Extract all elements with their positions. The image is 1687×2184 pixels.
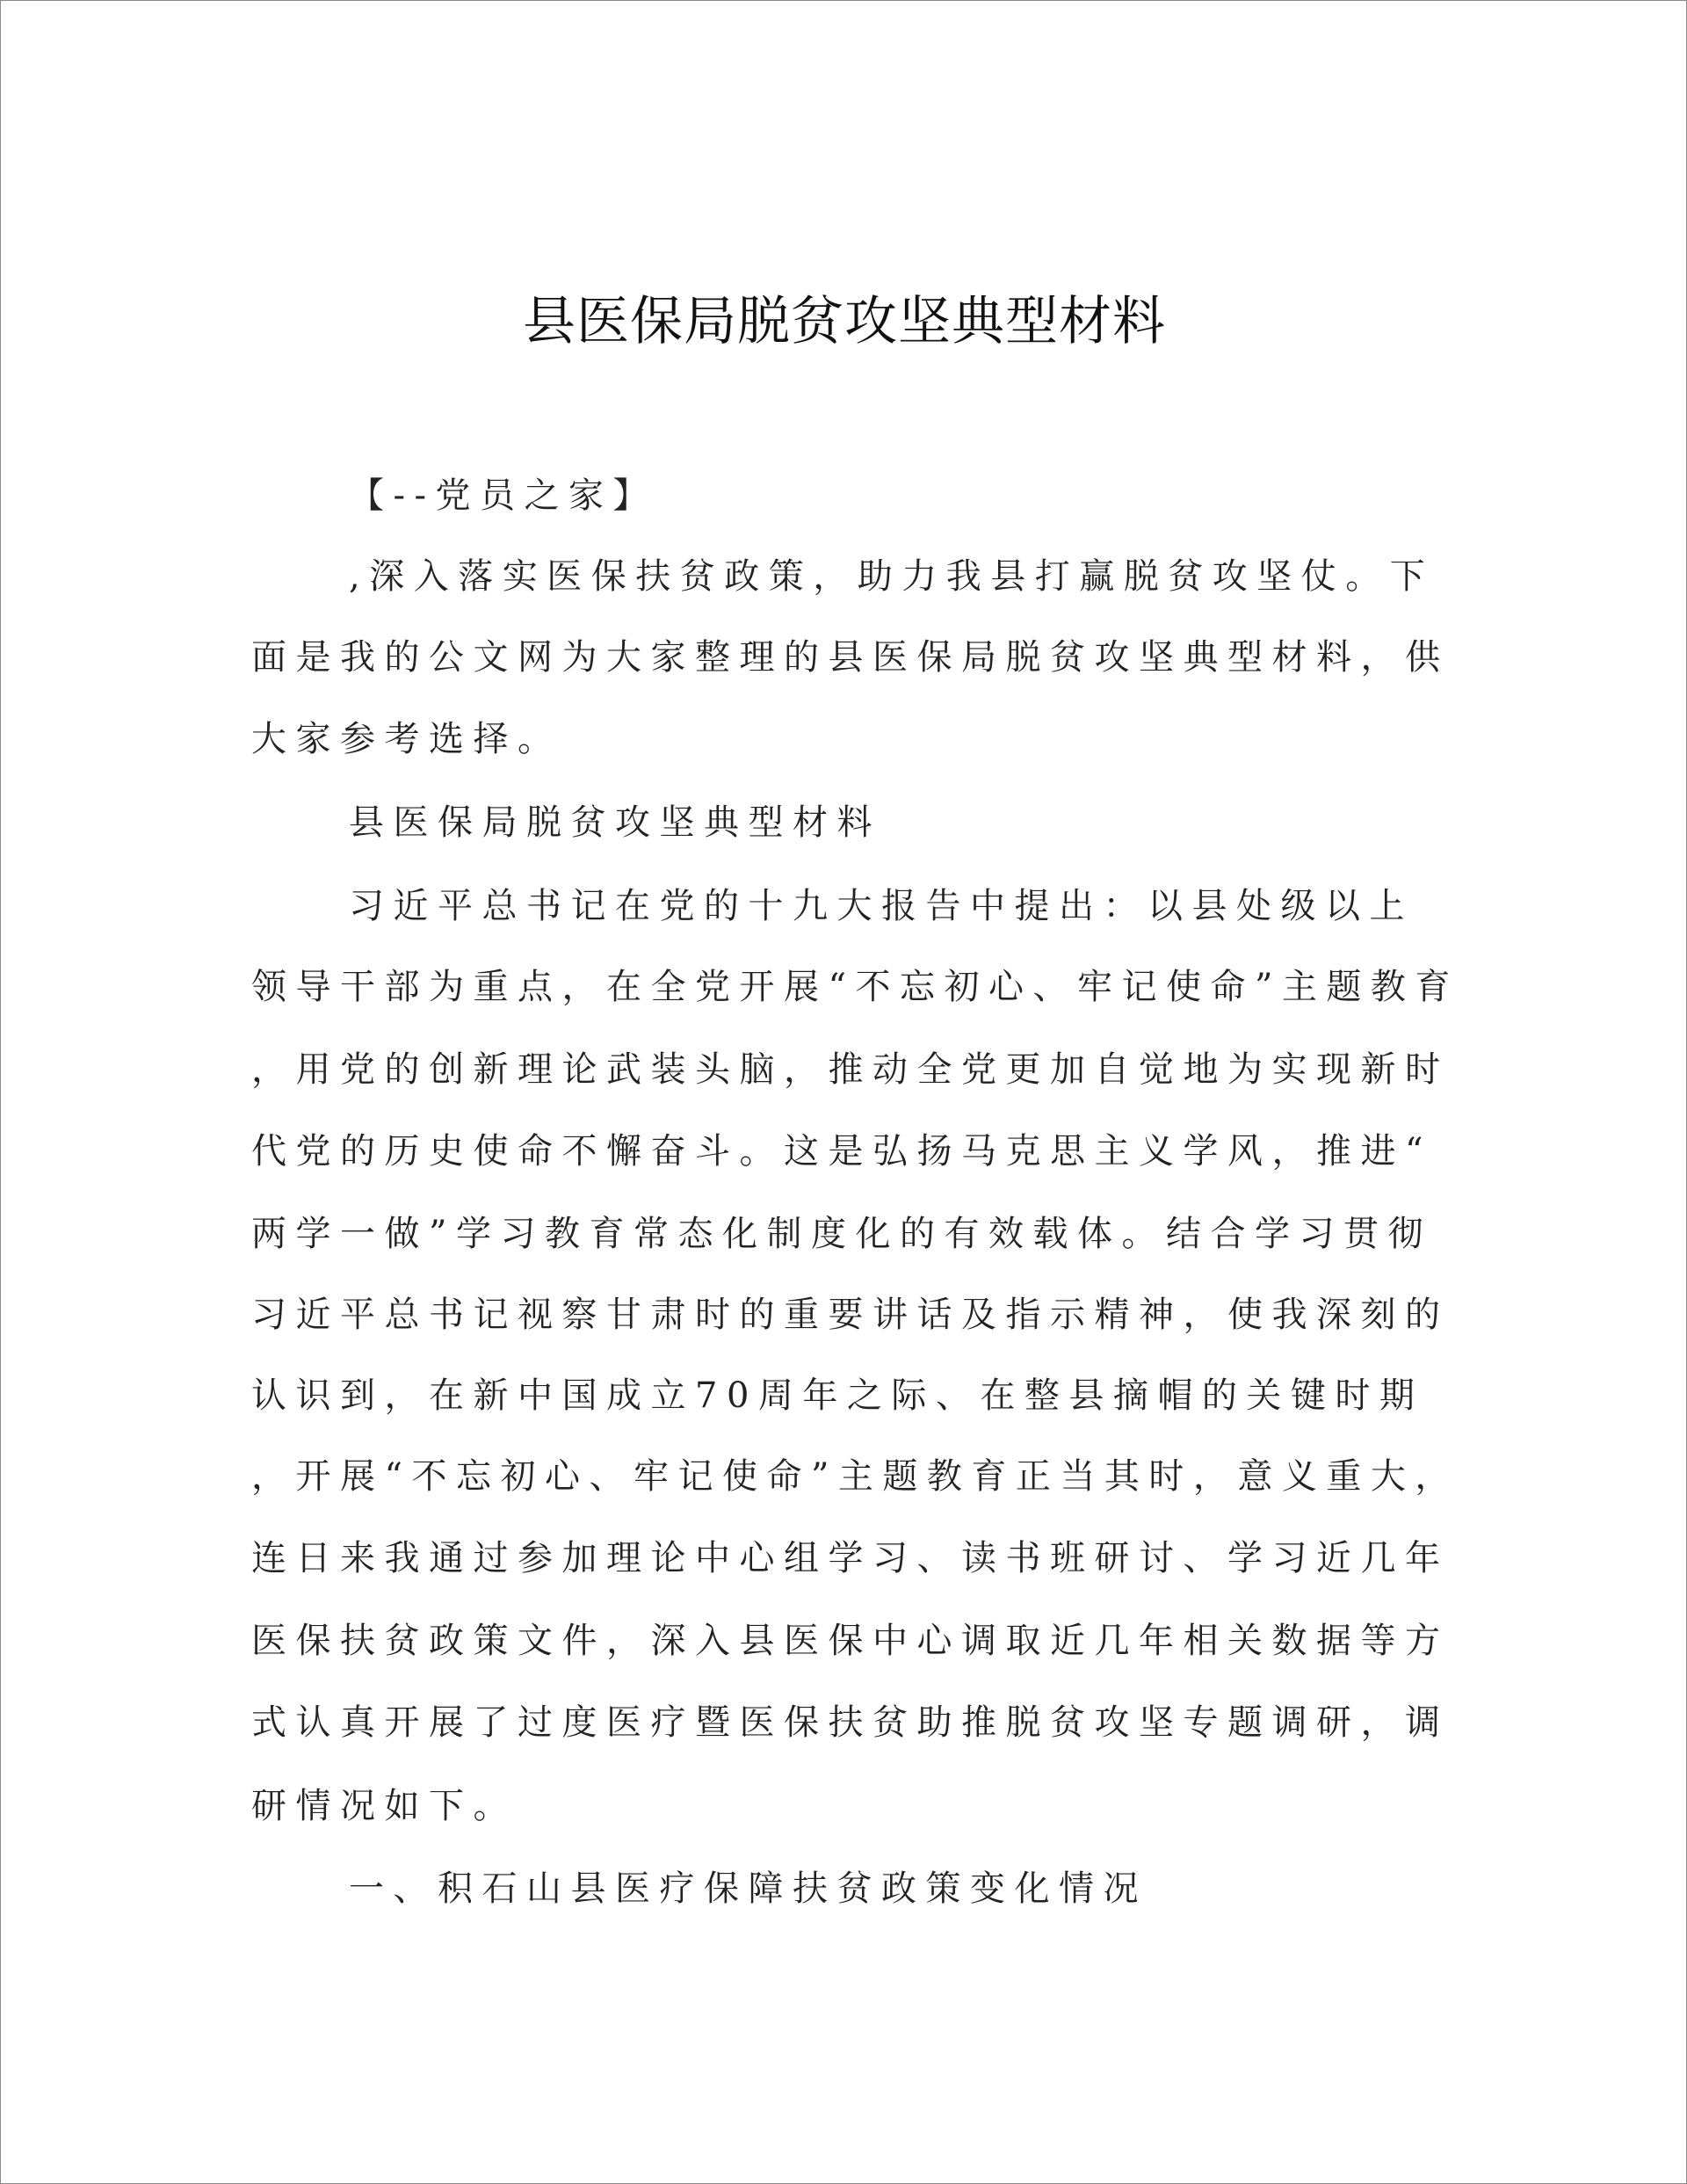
paragraph-line: ，开展“不忘初心、牢记使命”主题教育正当其时，意义重大， [251, 1456, 1459, 1497]
paragraph-line: ，用党的创新理论武装头脑，推动全党更加自觉地为实现新时 [251, 1049, 1450, 1090]
paragraph-line: 连日来我通过参加理论中心组学习、读书班研讨、学习近几年 [251, 1538, 1450, 1578]
paragraph-line: 两学一做”学习教育常态化制度化的有效载体。结合学习贯彻 [251, 1214, 1432, 1254]
paragraph-line: 医保扶贫政策文件，深入县医保中心调取近几年相关数据等方 [251, 1621, 1450, 1661]
subtitle: 县医保局脱贫攻坚典型材料 [349, 802, 881, 843]
paragraph-line: 习近平总书记在党的十九大报告中提出：以县处级以上 [349, 886, 1414, 926]
paragraph-line: 研情况如下。 [251, 1786, 518, 1826]
source-label: 【--党员之家】 [349, 475, 658, 516]
paragraph-line: 大家参考选择。 [251, 719, 562, 759]
document-title: 县医保局脱贫攻坚典型材料 [523, 291, 1166, 352]
paragraph-line: 面是我的公文网为大家整理的县医保局脱贫攻坚典型材料，供 [251, 637, 1450, 678]
section-heading: 一、积石山县医疗保障扶贫政策变化情况 [349, 1868, 1148, 1909]
paragraph-line: ,深入落实医保扶贫政策，助力我县打赢脱贫攻坚仗。下 [349, 556, 1435, 597]
paragraph-line: 认识到，在新中国成立70周年之际、在整县摘帽的关键时期 [251, 1375, 1424, 1416]
paragraph-line: 代党的历史使命不懈奋斗。这是弘扬马克思主义学风，推进“ [251, 1131, 1432, 1172]
paragraph-line: 习近平总书记视察甘肃时的重要讲话及指示精神，使我深刻的 [251, 1295, 1450, 1335]
paragraph-line: 领导干部为重点，在全党开展“不忘初心、牢记使命”主题教育 [251, 967, 1459, 1007]
paragraph-line: 式认真开展了过度医疗暨医保扶贫助推脱贫攻坚专题调研，调 [251, 1702, 1450, 1743]
